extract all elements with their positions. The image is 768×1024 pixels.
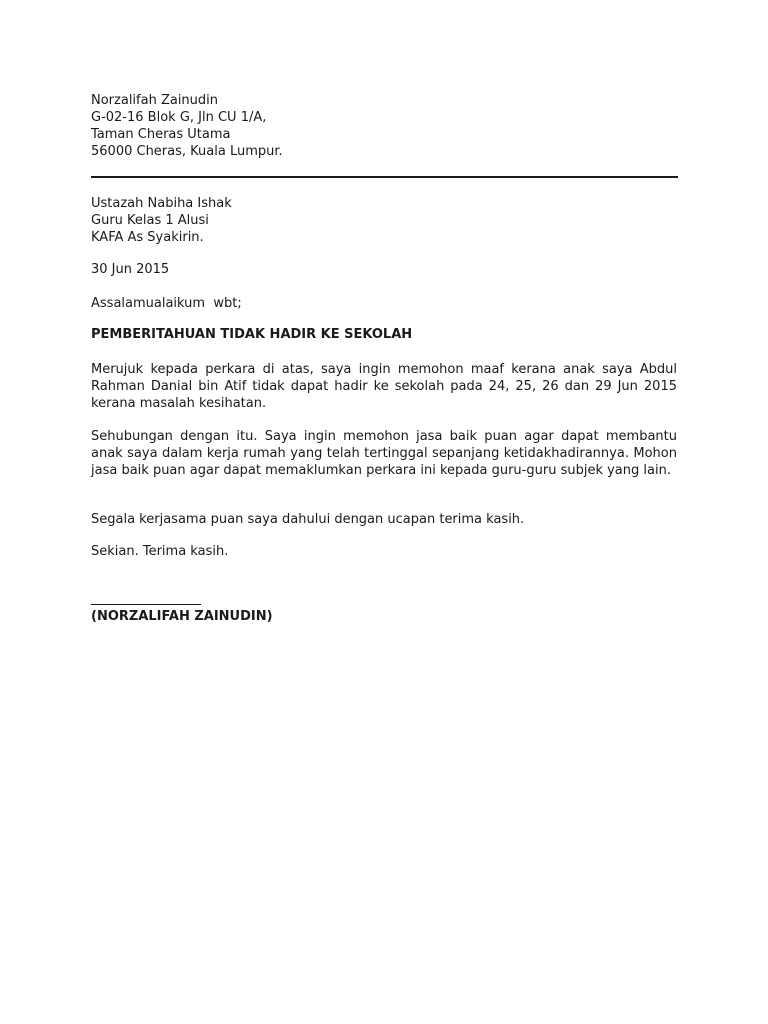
recipient-institution: KAFA As Syakirin. xyxy=(91,230,204,245)
body-paragraph-1: Merujuk kepada perkara di atas, saya ingin memohon maaf kerana anak saya Abdul Rahman Danial bin Atif tidak dapat hadir ke sekolah pada 24, 25, 26 dan 29 Jun 2015 kerana masalah kesihatan. xyxy=(91,362,677,411)
letter-date: 30 Jun 2015 xyxy=(91,262,170,277)
salutation: Assalamualaikum wbt; xyxy=(91,296,242,311)
sender-address-line-2: Taman Cheras Utama xyxy=(91,127,231,142)
signature-line xyxy=(91,604,201,605)
letter-subject: PEMBERITAHUAN TIDAK HADIR KE SEKOLAH xyxy=(91,327,413,342)
recipient-position: Guru Kelas 1 Alusi xyxy=(91,213,209,228)
body-paragraph-3: Segala kerjasama puan saya dahului dengan ucapan terima kasih. xyxy=(91,512,525,527)
recipient-address xyxy=(91,195,677,246)
header-divider xyxy=(91,176,678,178)
sender-name: Norzalifah Zainudin xyxy=(91,93,219,108)
closing-remark: Sekian. Terima kasih. xyxy=(91,544,229,559)
signature-name: (NORZALIFAH ZAINUDIN) xyxy=(91,609,273,624)
sender-address xyxy=(91,92,677,160)
recipient-name: Ustazah Nabiha Ishak xyxy=(91,196,232,211)
sender-address-line-1: G-02-16 Blok G, Jln CU 1/A, xyxy=(91,110,267,125)
body-paragraph-2: Sehubungan dengan itu. Saya ingin memohon jasa baik puan agar dapat membantu anak saya dalam kerja rumah yang telah tertinggal sepanjang ketidakhadirannya. Mohon jasa baik puan agar dapat memaklumkan perkara ini kepada guru-guru subjek yang lain. xyxy=(91,429,677,478)
sender-address-line-3: 56000 Cheras, Kuala Lumpur. xyxy=(91,144,283,159)
